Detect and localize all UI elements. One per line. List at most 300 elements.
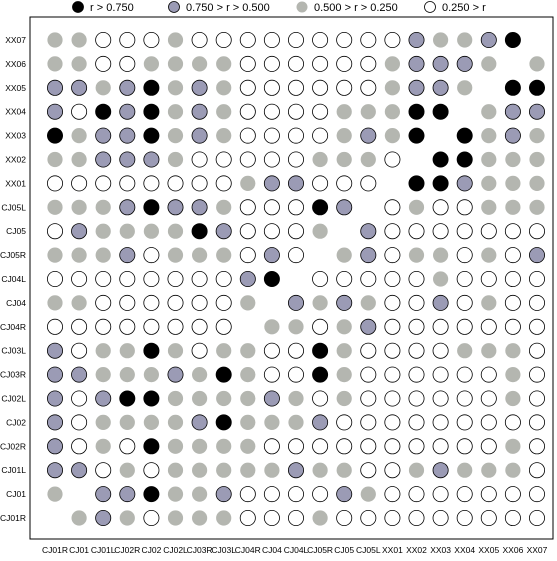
- matrix-point: [144, 56, 159, 71]
- matrix-point: [72, 248, 87, 263]
- matrix-point: [505, 343, 520, 358]
- matrix-point: [337, 200, 352, 215]
- matrix-point: [144, 104, 159, 119]
- matrix-point: [481, 200, 496, 215]
- matrix-point: [144, 367, 159, 382]
- matrix-point: [457, 487, 472, 502]
- matrix-point: [240, 295, 255, 310]
- matrix-point: [240, 463, 255, 478]
- matrix-point: [96, 200, 111, 215]
- matrix-point: [240, 176, 255, 191]
- matrix-point: [192, 32, 207, 47]
- matrix-point: [409, 176, 424, 191]
- matrix-point: [481, 439, 496, 454]
- matrix-point: [313, 343, 328, 358]
- matrix-point: [216, 248, 231, 263]
- matrix-point: [337, 128, 352, 143]
- matrix-point: [264, 415, 279, 430]
- matrix-point: [240, 367, 255, 382]
- matrix-point: [96, 248, 111, 263]
- matrix-point: [96, 343, 111, 358]
- matrix-point: [192, 248, 207, 263]
- matrix-point: [529, 463, 544, 478]
- y-tick-label: CJ04R: [0, 321, 26, 332]
- matrix-point: [192, 152, 207, 167]
- matrix-point: [337, 176, 352, 191]
- matrix-point: [457, 295, 472, 310]
- matrix-point: [433, 200, 448, 215]
- matrix-point: [120, 487, 135, 502]
- matrix-point: [337, 463, 352, 478]
- matrix-point: [529, 510, 544, 525]
- matrix-point: [481, 463, 496, 478]
- matrix-point: [216, 128, 231, 143]
- matrix-point: [385, 367, 400, 382]
- matrix-point: [481, 248, 496, 263]
- plot-area: [47, 32, 544, 525]
- matrix-point: [144, 224, 159, 239]
- matrix-point: [337, 487, 352, 502]
- legend-marker-1: [73, 2, 84, 13]
- matrix-point: [47, 104, 62, 119]
- matrix-point: [385, 295, 400, 310]
- x-axis: [42, 545, 548, 555]
- matrix-point: [72, 271, 87, 286]
- matrix-point: [457, 367, 472, 382]
- matrix-point: [96, 176, 111, 191]
- matrix-point: [505, 176, 520, 191]
- matrix-point: [168, 295, 183, 310]
- matrix-point: [409, 248, 424, 263]
- matrix-point: [168, 104, 183, 119]
- matrix-point: [240, 248, 255, 263]
- matrix-point: [216, 295, 231, 310]
- matrix-point: [96, 439, 111, 454]
- matrix-point: [96, 319, 111, 334]
- matrix-point: [337, 295, 352, 310]
- matrix-point: [409, 224, 424, 239]
- matrix-point: [433, 510, 448, 525]
- matrix-point: [457, 463, 472, 478]
- matrix-point: [481, 128, 496, 143]
- matrix-point: [264, 343, 279, 358]
- matrix-point: [457, 319, 472, 334]
- matrix-point: [457, 200, 472, 215]
- matrix-point: [96, 80, 111, 95]
- matrix-point: [481, 510, 496, 525]
- matrix-point: [96, 510, 111, 525]
- legend-marker-2: [169, 2, 180, 13]
- matrix-point: [361, 56, 376, 71]
- matrix-point: [168, 224, 183, 239]
- matrix-point: [96, 487, 111, 502]
- matrix-point: [505, 224, 520, 239]
- legend-label-1: r > 0.750: [90, 2, 134, 14]
- matrix-point: [240, 415, 255, 430]
- matrix-point: [457, 56, 472, 71]
- matrix-point: [240, 439, 255, 454]
- x-tick-label: CJ04: [261, 545, 282, 555]
- matrix-point: [361, 439, 376, 454]
- matrix-point: [144, 80, 159, 95]
- matrix-point: [457, 152, 472, 167]
- matrix-point: [433, 80, 448, 95]
- matrix-point: [144, 487, 159, 502]
- matrix-point: [120, 295, 135, 310]
- matrix-point: [361, 224, 376, 239]
- matrix-point: [385, 224, 400, 239]
- matrix-point: [385, 391, 400, 406]
- matrix-point: [529, 128, 544, 143]
- matrix-point: [240, 343, 255, 358]
- matrix-point: [409, 439, 424, 454]
- legend-label-2: 0.750 > r > 0.500: [186, 2, 270, 14]
- legend-label-4: 0.250 > r: [442, 2, 486, 14]
- matrix-point: [96, 32, 111, 47]
- matrix-point: [288, 295, 303, 310]
- matrix-point: [96, 415, 111, 430]
- matrix-point: [216, 439, 231, 454]
- y-tick-label: CJ01: [6, 489, 26, 500]
- matrix-point: [409, 80, 424, 95]
- matrix-point: [72, 224, 87, 239]
- y-tick-label: CJ04: [6, 297, 26, 308]
- matrix-point: [192, 510, 207, 525]
- matrix-point: [47, 439, 62, 454]
- matrix-point: [481, 295, 496, 310]
- matrix-point: [409, 104, 424, 119]
- matrix-point: [457, 343, 472, 358]
- matrix-point: [409, 510, 424, 525]
- matrix-point: [481, 271, 496, 286]
- matrix-point: [505, 271, 520, 286]
- matrix-point: [192, 415, 207, 430]
- matrix-point: [481, 415, 496, 430]
- matrix-point: [72, 319, 87, 334]
- matrix-point: [529, 80, 544, 95]
- matrix-point: [457, 176, 472, 191]
- matrix-point: [457, 391, 472, 406]
- matrix-point: [457, 439, 472, 454]
- matrix-point: [264, 391, 279, 406]
- matrix-point: [409, 271, 424, 286]
- x-tick-label: CJ02R: [114, 545, 141, 555]
- matrix-point: [409, 295, 424, 310]
- matrix-point: [216, 56, 231, 71]
- matrix-point: [264, 319, 279, 334]
- x-tick-label: XX06: [502, 545, 524, 555]
- matrix-point: [240, 128, 255, 143]
- matrix-point: [216, 415, 231, 430]
- matrix-point: [409, 343, 424, 358]
- matrix-point: [313, 367, 328, 382]
- matrix-point: [168, 32, 183, 47]
- matrix-point: [264, 176, 279, 191]
- x-tick-label: XX03: [430, 545, 451, 555]
- matrix-point: [216, 200, 231, 215]
- matrix-point: [72, 80, 87, 95]
- matrix-point: [361, 415, 376, 430]
- matrix-point: [168, 391, 183, 406]
- matrix-point: [337, 415, 352, 430]
- matrix-point: [337, 367, 352, 382]
- matrix-point: [216, 80, 231, 95]
- matrix-point: [529, 56, 544, 71]
- matrix-point: [433, 224, 448, 239]
- matrix-point: [481, 319, 496, 334]
- matrix-point: [481, 487, 496, 502]
- matrix-point: [481, 32, 496, 47]
- matrix-point: [120, 415, 135, 430]
- matrix-point: [433, 56, 448, 71]
- matrix-point: [361, 176, 376, 191]
- matrix-point: [264, 463, 279, 478]
- matrix-point: [96, 367, 111, 382]
- matrix-point: [192, 224, 207, 239]
- matrix-point: [240, 391, 255, 406]
- matrix-point: [361, 32, 376, 47]
- matrix-point: [168, 510, 183, 525]
- matrix-point: [457, 415, 472, 430]
- y-tick-label: CJ03R: [0, 369, 26, 380]
- matrix-point: [216, 176, 231, 191]
- matrix-point: [385, 343, 400, 358]
- matrix-point: [216, 367, 231, 382]
- matrix-point: [433, 104, 448, 119]
- matrix-point: [433, 439, 448, 454]
- matrix-point: [433, 152, 448, 167]
- matrix-point: [361, 128, 376, 143]
- matrix-point: [529, 200, 544, 215]
- matrix-point: [313, 176, 328, 191]
- matrix-point: [481, 176, 496, 191]
- matrix-point: [120, 128, 135, 143]
- matrix-point: [313, 200, 328, 215]
- matrix-point: [192, 439, 207, 454]
- matrix-point: [313, 415, 328, 430]
- matrix-point: [433, 343, 448, 358]
- matrix-point: [505, 415, 520, 430]
- matrix-point: [481, 367, 496, 382]
- matrix-point: [505, 295, 520, 310]
- matrix-point: [47, 224, 62, 239]
- matrix-point: [72, 415, 87, 430]
- matrix-point: [144, 439, 159, 454]
- y-tick-label: CJ05: [6, 226, 26, 237]
- matrix-point: [433, 271, 448, 286]
- matrix-point: [409, 367, 424, 382]
- matrix-point: [385, 104, 400, 119]
- matrix-point: [47, 487, 62, 502]
- matrix-point: [385, 487, 400, 502]
- matrix-point: [72, 463, 87, 478]
- matrix-point: [168, 176, 183, 191]
- matrix-point: [385, 128, 400, 143]
- matrix-point: [264, 152, 279, 167]
- matrix-point: [96, 295, 111, 310]
- y-axis: [0, 35, 26, 523]
- matrix-point: [385, 463, 400, 478]
- matrix-point: [361, 152, 376, 167]
- matrix-point: [47, 295, 62, 310]
- matrix-point: [264, 200, 279, 215]
- matrix-point: [144, 128, 159, 143]
- matrix-point: [216, 224, 231, 239]
- legend-marker-4: [425, 2, 436, 13]
- matrix-point: [264, 510, 279, 525]
- matrix-point: [288, 391, 303, 406]
- x-tick-label: CJ02L: [163, 545, 188, 555]
- y-tick-label: XX05: [5, 82, 26, 93]
- x-tick-label: CJ05L: [356, 545, 381, 555]
- matrix-point: [144, 343, 159, 358]
- matrix-point: [313, 463, 328, 478]
- x-tick-label: CJ04R: [234, 545, 261, 555]
- x-tick-label: CJ05: [334, 545, 355, 555]
- matrix-point: [240, 487, 255, 502]
- matrix-point: [192, 80, 207, 95]
- matrix-point: [96, 152, 111, 167]
- matrix-point: [457, 128, 472, 143]
- matrix-point: [409, 32, 424, 47]
- matrix-point: [47, 343, 62, 358]
- y-tick-label: CJ04L: [1, 274, 26, 284]
- matrix-point: [529, 271, 544, 286]
- x-tick-label: CJ04L: [283, 545, 309, 555]
- matrix-point: [72, 439, 87, 454]
- matrix-point: [168, 152, 183, 167]
- matrix-point: [361, 295, 376, 310]
- y-tick-label: XX01: [5, 178, 26, 189]
- matrix-point: [385, 439, 400, 454]
- matrix-point: [168, 439, 183, 454]
- matrix-point: [409, 128, 424, 143]
- matrix-point: [433, 176, 448, 191]
- matrix-point: [120, 319, 135, 334]
- matrix-point: [361, 367, 376, 382]
- matrix-point: [337, 391, 352, 406]
- matrix-point: [288, 319, 303, 334]
- matrix-point: [337, 80, 352, 95]
- matrix-point: [120, 80, 135, 95]
- matrix-point: [192, 295, 207, 310]
- matrix-point: [433, 367, 448, 382]
- x-tick-label: CJ01L: [90, 545, 116, 555]
- matrix-point: [313, 295, 328, 310]
- matrix-point: [385, 271, 400, 286]
- matrix-point: [505, 463, 520, 478]
- matrix-point: [120, 439, 135, 454]
- matrix-point: [192, 104, 207, 119]
- matrix-point: [505, 319, 520, 334]
- matrix-point: [144, 176, 159, 191]
- matrix-point: [505, 128, 520, 143]
- matrix-point: [529, 343, 544, 358]
- matrix-point: [337, 319, 352, 334]
- matrix-point: [457, 271, 472, 286]
- matrix-point: [144, 248, 159, 263]
- matrix-point: [361, 80, 376, 95]
- matrix-point: [120, 367, 135, 382]
- matrix-point: [529, 176, 544, 191]
- matrix-point: [96, 224, 111, 239]
- matrix-point: [192, 319, 207, 334]
- matrix-point: [192, 367, 207, 382]
- matrix-point: [47, 248, 62, 263]
- matrix-point: [264, 248, 279, 263]
- matrix-point: [120, 271, 135, 286]
- matrix-point: [264, 32, 279, 47]
- legend: [73, 2, 487, 15]
- matrix-point: [168, 271, 183, 286]
- matrix-point: [192, 128, 207, 143]
- matrix-point: [72, 343, 87, 358]
- matrix-point: [288, 463, 303, 478]
- matrix-point: [72, 295, 87, 310]
- matrix-point: [505, 439, 520, 454]
- matrix-point: [192, 56, 207, 71]
- y-tick-label: XX04: [5, 106, 26, 117]
- matrix-point: [47, 463, 62, 478]
- matrix-point: [457, 510, 472, 525]
- matrix-point: [144, 271, 159, 286]
- matrix-point: [288, 343, 303, 358]
- matrix-point: [47, 128, 62, 143]
- matrix-point: [433, 248, 448, 263]
- matrix-point: [529, 152, 544, 167]
- matrix-point: [288, 367, 303, 382]
- matrix-point: [120, 343, 135, 358]
- y-tick-label: XX07: [5, 35, 26, 45]
- matrix-point: [72, 104, 87, 119]
- matrix-point: [288, 152, 303, 167]
- y-tick-label: CJ05R: [0, 250, 26, 261]
- matrix-point: [337, 510, 352, 525]
- matrix-point: [120, 200, 135, 215]
- matrix-point: [264, 56, 279, 71]
- matrix-point: [505, 32, 520, 47]
- matrix-point: [144, 510, 159, 525]
- matrix-point: [47, 271, 62, 286]
- matrix-point: [457, 224, 472, 239]
- matrix-point: [288, 487, 303, 502]
- matrix-point: [240, 271, 255, 286]
- x-tick-label: XX07: [526, 545, 548, 555]
- matrix-point: [120, 32, 135, 47]
- matrix-point: [120, 56, 135, 71]
- matrix-point: [433, 295, 448, 310]
- matrix-point: [47, 56, 62, 71]
- matrix-point: [505, 391, 520, 406]
- matrix-point: [313, 487, 328, 502]
- x-tick-label: CJ05R: [307, 545, 334, 555]
- matrix-point: [216, 319, 231, 334]
- matrix-point: [47, 415, 62, 430]
- matrix-point: [529, 224, 544, 239]
- matrix-point: [216, 152, 231, 167]
- matrix-point: [313, 56, 328, 71]
- matrix-point: [409, 463, 424, 478]
- matrix-point: [72, 391, 87, 406]
- matrix-point: [192, 176, 207, 191]
- matrix-point: [192, 487, 207, 502]
- matrix-point: [240, 200, 255, 215]
- matrix-point: [168, 128, 183, 143]
- matrix-point: [361, 248, 376, 263]
- matrix-point: [529, 391, 544, 406]
- matrix-point: [120, 510, 135, 525]
- matrix-point: [433, 415, 448, 430]
